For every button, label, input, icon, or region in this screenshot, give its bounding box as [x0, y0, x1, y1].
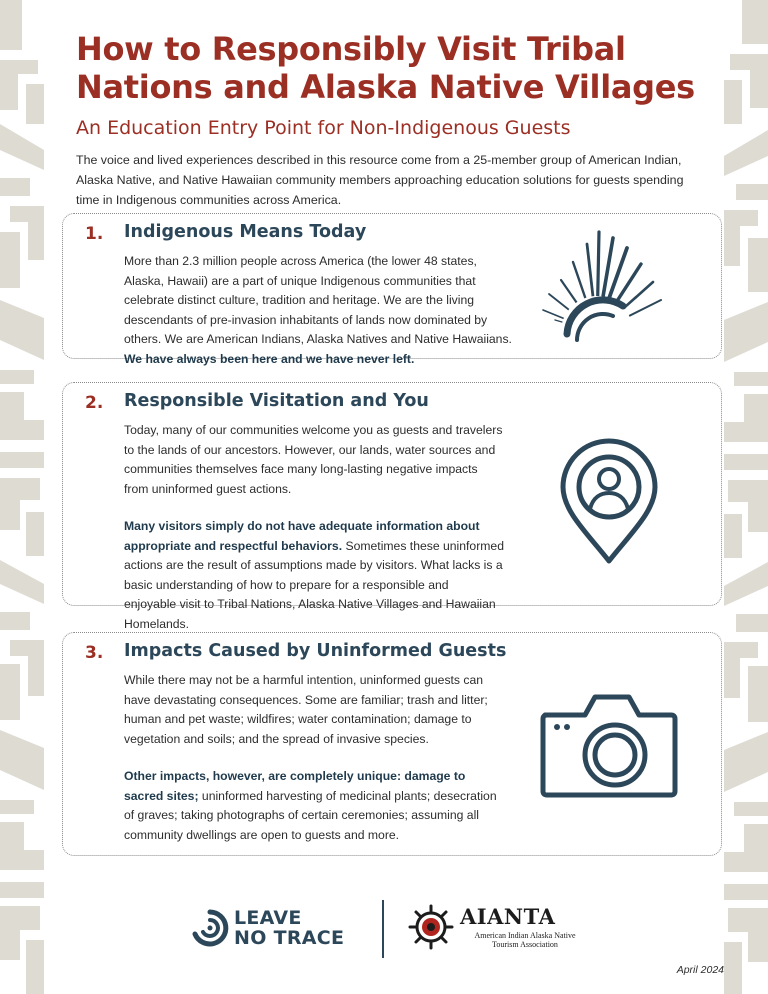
- section-paragraph: [124, 767, 504, 845]
- aianta-tagline: [460, 931, 590, 949]
- location-person-pin-icon: [557, 435, 661, 565]
- publication-date: April 2024: [676, 964, 724, 976]
- paragraph-text: More than 2.3 million people across America (the lower 48 states, Alaska, Hawaii) are a part of unique Indigenous communities that celebrate distinct culture, tradition and heritage. We are the living descendants of pre-invasion inhabitants of lands now dominated by others. We are American Indians, Alaska Natives and Native Hawaiians.: [124, 254, 512, 346]
- paragraph-text: uninformed harvesting of medicinal plants; desecration of graves; taking photographs of certain ceremonies; assuming all community dwellings are open to guests and more.: [124, 788, 497, 842]
- logo-divider: [382, 900, 384, 958]
- left-border-pattern: [0, 0, 44, 994]
- section-paragraph: [124, 252, 514, 369]
- page-title: [76, 30, 696, 106]
- leave-no-trace-wordmark: [234, 908, 344, 948]
- section-number: 1.: [85, 224, 104, 244]
- section-body: [124, 421, 504, 634]
- right-border-pattern: [724, 0, 768, 994]
- section-body: [124, 671, 504, 845]
- intro-paragraph: The voice and lived experiences described in this resource come from a 25-member group of American Indian, Alaska Native, and Native Hawaiian community members approaching education solutions for guests spending time in Indigenous communities across America.: [76, 153, 684, 207]
- aianta-logo: [408, 904, 598, 954]
- page-subtitle: An Education Entry Point for Non-Indigenous Guests: [76, 117, 571, 139]
- section-card-1: [62, 213, 722, 366]
- section-card-2: [62, 382, 722, 631]
- aianta-wordmark: AIANTA: [460, 904, 556, 929]
- section-paragraph: While there may not be a harmful intention, uninformed guests can have devastating consequences. Some are familiar; trash and litter; human and pet waste; wildfires; water contamination; damage to vegetation and soils; and the spread of invasive species.: [124, 673, 488, 746]
- title-line-2: Nations and Alaska Native Villages: [76, 68, 695, 106]
- section-number: 2.: [85, 393, 104, 413]
- title-line-1: How to Responsibly Visit Tribal: [76, 30, 626, 68]
- section-heading: Responsible Visitation and You: [124, 391, 429, 411]
- section-number: 3.: [85, 643, 104, 663]
- section-heading: Impacts Caused by Uninformed Guests: [124, 641, 507, 661]
- aianta-tagline-line-2: Tourism Association: [492, 940, 558, 949]
- section-paragraph: Today, many of our communities welcome you as guests and travelers to the lands of our ancestors. However, our lands, water sources and communities themselves face many long-lasting negative impacts from uninformed guest actions.: [124, 423, 503, 496]
- section-card-3: [62, 632, 722, 856]
- ship-wheel-icon: [408, 904, 454, 950]
- leave-no-trace-logo: [190, 902, 360, 956]
- lnt-line-1: LEAVE: [234, 907, 302, 929]
- section-paragraph: [124, 517, 504, 634]
- header: [76, 30, 696, 210]
- paragraph-bold-text: Many visitors simply do not have adequate information about appropriate and respectful behaviors.: [124, 519, 480, 553]
- paragraph-bold-text: We have always been here and we have never left.: [124, 351, 415, 366]
- sunburst-icon: [537, 222, 669, 350]
- leave-no-trace-swirl-icon: [190, 908, 230, 948]
- camera-icon: [537, 691, 681, 801]
- section-heading: Indigenous Means Today: [124, 222, 367, 242]
- paragraph-bold-text: Other impacts, however, are completely unique: damage to sacred sites;: [124, 769, 466, 803]
- section-body: [124, 252, 514, 369]
- lnt-line-2: NO TRACE: [234, 927, 345, 949]
- footer-logos: [190, 898, 590, 962]
- aianta-tagline-line-1: American Indian Alaska Native: [474, 931, 576, 940]
- paragraph-text: Sometimes these uninformed actions are the result of assumptions made by visitors. What lacks is a basic understanding of how to prepare for a responsible and enjoyable visit to Tribal Nations, Alaska Native Villages and Hawaiian Homelands.: [124, 538, 504, 631]
